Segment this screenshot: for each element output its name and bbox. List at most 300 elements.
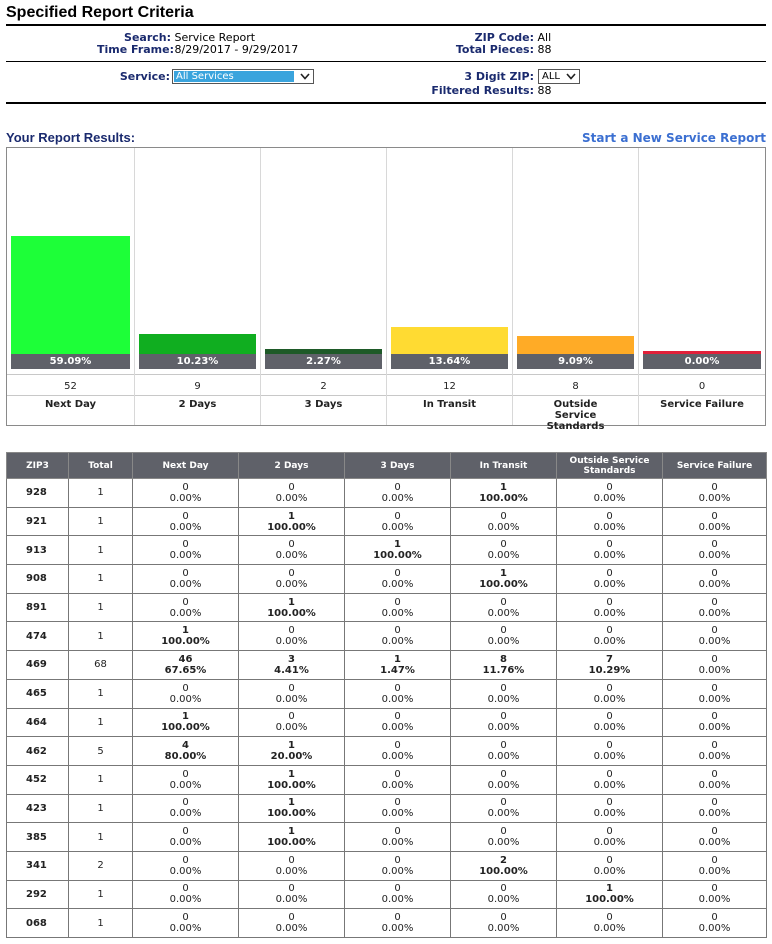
bar-count-label: 2 [320, 381, 327, 392]
cell-percent: 0.00% [169, 779, 202, 791]
chart-column [261, 148, 387, 425]
metric-cell [451, 507, 557, 536]
cell-percent: 0.00% [487, 894, 520, 906]
cell-percent: 100.00% [161, 722, 210, 734]
metric-cell [557, 679, 663, 708]
metric-cell [451, 651, 557, 680]
cell-percent: 0.00% [593, 550, 626, 562]
cell-percent: 0.00% [381, 779, 414, 791]
cell-percent: 0.00% [169, 693, 202, 705]
cell-count: 4 [182, 740, 189, 752]
cell-percent: 0.00% [381, 521, 414, 533]
cell-count: 0 [394, 883, 401, 895]
cell-count: 0 [182, 797, 189, 809]
metric-cell [663, 679, 767, 708]
metric-cell [133, 708, 239, 737]
metric-cell [239, 507, 345, 536]
metric-cell [451, 851, 557, 880]
cell-count: 0 [711, 510, 718, 522]
cell-count: 0 [394, 912, 401, 924]
metric-cell [557, 765, 663, 794]
cell-count: 0 [394, 510, 401, 522]
cell-percent: 0.00% [169, 607, 202, 619]
divider [513, 374, 638, 375]
metric-cell [345, 909, 451, 938]
cell-count: 0 [182, 768, 189, 780]
metric-cell [557, 794, 663, 823]
chart-column [7, 148, 135, 425]
chart-column [135, 148, 261, 425]
cell-percent: 0.00% [487, 521, 520, 533]
cell-percent: 0.00% [381, 923, 414, 935]
cell-count: 1 [288, 510, 295, 522]
metric-cell [133, 823, 239, 852]
cell-percent: 0.00% [698, 521, 731, 533]
page-title: Specified Report Criteria [6, 4, 766, 26]
category-label: 2 Days [178, 399, 217, 410]
table-row [7, 622, 767, 651]
metric-cell [239, 823, 345, 852]
cell-count: 0 [711, 539, 718, 551]
metric-cell [451, 565, 557, 594]
pieces-label: Total Pieces: [455, 43, 534, 56]
table-row [7, 765, 767, 794]
cell-percent: 0.00% [169, 808, 202, 820]
cell-percent: 0.00% [169, 837, 202, 849]
cell-count: 0 [606, 567, 613, 579]
metric-cell [663, 507, 767, 536]
cell-percent: 100.00% [267, 521, 316, 533]
cell-percent: 0.00% [487, 808, 520, 820]
cell-count: 1 [288, 596, 295, 608]
cell-percent: 0.00% [275, 923, 308, 935]
cell-count: 0 [394, 740, 401, 752]
cell-count: 0 [288, 539, 295, 551]
table-row [7, 909, 767, 938]
cell-percent: 80.00% [164, 751, 207, 763]
bar-value-label: 2.27% [265, 354, 382, 369]
cell-count: 8 [500, 653, 507, 665]
metric-cell [663, 565, 767, 594]
metric-cell [239, 536, 345, 565]
table-row [7, 823, 767, 852]
cell-percent: 0.00% [381, 492, 414, 504]
cell-percent: 0.00% [698, 808, 731, 820]
metric-cell [239, 593, 345, 622]
cell-percent: 0.00% [275, 492, 308, 504]
metric-cell [663, 708, 767, 737]
cell-percent: 0.00% [275, 894, 308, 906]
metric-cell [557, 708, 663, 737]
pieces-value: 88 [537, 43, 552, 56]
cell-count: 0 [394, 481, 401, 493]
metric-cell [557, 622, 663, 651]
service-select-value: All Services [174, 71, 294, 82]
metric-cell [345, 651, 451, 680]
cell-count: 46 [178, 653, 193, 665]
cell-count: 1 [500, 481, 507, 493]
cell-percent: 67.65% [164, 664, 207, 676]
cell-count: 0 [500, 682, 507, 694]
metric-cell [345, 679, 451, 708]
bar-count-label: 0 [698, 381, 706, 392]
column-header: Outside Service Standards [557, 453, 663, 479]
cell-count: 0 [500, 510, 507, 522]
cell-percent: 0.00% [593, 837, 626, 849]
cell-count: 0 [288, 567, 295, 579]
new-service-report-link[interactable]: Start a New Service Report [582, 131, 766, 145]
cell-percent: 1.47% [380, 664, 415, 676]
zip3-cell: 423 [7, 794, 69, 823]
metric-cell [557, 593, 663, 622]
metric-cell [451, 909, 557, 938]
search-label: Search: [124, 31, 171, 44]
cell-percent: 0.00% [169, 521, 202, 533]
bar-count-label: 12 [443, 381, 456, 392]
cell-percent: 0.00% [487, 693, 520, 705]
column-header: Next Day [133, 453, 239, 479]
search-value: Service Report [174, 31, 256, 44]
service-filter [110, 71, 170, 83]
cell-percent: 100.00% [479, 578, 528, 590]
metric-cell [133, 737, 239, 766]
cell-count: 0 [500, 768, 507, 780]
metric-cell [557, 507, 663, 536]
metric-cell [557, 565, 663, 594]
metric-cell [239, 909, 345, 938]
cell-count: 0 [288, 711, 295, 723]
cell-count: 0 [606, 740, 613, 752]
cell-count: 1 [288, 826, 295, 838]
metric-cell [345, 479, 451, 508]
metric-cell [239, 737, 345, 766]
table-row [7, 593, 767, 622]
metric-cell [133, 679, 239, 708]
bar-count-label: 9 [194, 381, 201, 392]
cell-count: 0 [606, 768, 613, 780]
cell-count: 0 [711, 682, 718, 694]
cell-count: 0 [711, 797, 718, 809]
cell-count: 0 [711, 481, 718, 493]
cell-percent: 0.00% [487, 550, 520, 562]
metric-cell [557, 909, 663, 938]
table-row [7, 651, 767, 680]
category-label: Next Day [44, 399, 97, 410]
total-cell: 1 [69, 880, 133, 909]
chart-bar [391, 327, 508, 354]
metric-cell [663, 765, 767, 794]
chart-column [513, 148, 639, 432]
chart-bar [517, 336, 634, 354]
cell-percent: 100.00% [373, 550, 422, 562]
category-label: 3 Days [304, 399, 343, 410]
metric-cell [663, 909, 767, 938]
zip3-cell: 913 [7, 536, 69, 565]
zip3-cell: 469 [7, 651, 69, 680]
table-row [7, 679, 767, 708]
cell-percent: 0.00% [593, 636, 626, 648]
table-row [7, 737, 767, 766]
cell-percent: 0.00% [698, 751, 731, 763]
cell-count: 0 [606, 682, 613, 694]
total-cell: 1 [69, 622, 133, 651]
zip3-cell: 385 [7, 823, 69, 852]
metric-cell [557, 651, 663, 680]
cell-count: 0 [606, 912, 613, 924]
cell-count: 3 [288, 653, 295, 665]
cell-percent: 0.00% [698, 837, 731, 849]
cell-count: 0 [394, 567, 401, 579]
cell-count: 0 [711, 625, 718, 637]
service-select[interactable] [172, 69, 314, 84]
cell-percent: 0.00% [593, 923, 626, 935]
metric-cell [345, 708, 451, 737]
cell-count: 1 [394, 539, 401, 551]
cell-percent: 100.00% [267, 837, 316, 849]
divider [135, 395, 260, 396]
cell-count: 0 [606, 797, 613, 809]
cell-count: 0 [288, 682, 295, 694]
cell-percent: 0.00% [487, 837, 520, 849]
cell-count: 0 [394, 596, 401, 608]
total-cell: 5 [69, 737, 133, 766]
cell-percent: 0.00% [698, 492, 731, 504]
column-header: ZIP3 [7, 453, 69, 479]
cell-count: 1 [500, 567, 507, 579]
divider [7, 374, 134, 375]
cell-count: 0 [182, 567, 189, 579]
zip-label: ZIP Code: [474, 31, 534, 44]
metric-cell [239, 708, 345, 737]
metric-cell [133, 536, 239, 565]
metric-cell [345, 536, 451, 565]
zip3-cell: 292 [7, 880, 69, 909]
category-label: Service Failure [660, 399, 744, 410]
zip3-cell: 465 [7, 679, 69, 708]
cell-percent: 0.00% [381, 865, 414, 877]
cell-percent: 0.00% [381, 607, 414, 619]
metric-cell [451, 737, 557, 766]
cell-count: 1 [182, 711, 189, 723]
cell-percent: 0.00% [593, 521, 626, 533]
cell-percent: 11.76% [482, 664, 525, 676]
cell-count: 0 [711, 711, 718, 723]
cell-count: 0 [182, 826, 189, 838]
zip3-cell: 464 [7, 708, 69, 737]
metric-cell [663, 880, 767, 909]
cell-count: 1 [606, 883, 613, 895]
table-row [7, 708, 767, 737]
cell-count: 1 [394, 653, 401, 665]
metric-cell [451, 708, 557, 737]
divider [639, 395, 765, 396]
metric-cell [663, 536, 767, 565]
metric-cell [451, 679, 557, 708]
cell-count: 0 [606, 481, 613, 493]
metric-cell [133, 622, 239, 651]
cell-percent: 0.00% [487, 722, 520, 734]
column-header: 2 Days [239, 453, 345, 479]
cell-percent: 0.00% [381, 636, 414, 648]
metric-cell [663, 794, 767, 823]
metric-cell [557, 479, 663, 508]
cell-percent: 0.00% [487, 751, 520, 763]
cell-percent: 0.00% [698, 664, 731, 676]
cell-percent: 0.00% [275, 636, 308, 648]
divider [261, 395, 386, 396]
cell-percent: 100.00% [479, 492, 528, 504]
bar-value-label: 9.09% [517, 354, 634, 369]
cell-count: 0 [288, 481, 295, 493]
cell-percent: 0.00% [275, 722, 308, 734]
metric-cell [451, 765, 557, 794]
bar-value-label: 10.23% [139, 354, 256, 369]
cell-count: 0 [500, 826, 507, 838]
cell-count: 0 [394, 711, 401, 723]
cell-percent: 0.00% [381, 808, 414, 820]
cell-count: 0 [606, 596, 613, 608]
cell-count: 0 [394, 625, 401, 637]
cell-count: 0 [500, 596, 507, 608]
cell-count: 0 [711, 854, 718, 866]
cell-percent: 0.00% [698, 865, 731, 877]
cell-percent: 0.00% [698, 636, 731, 648]
category-label: In Transit [422, 399, 476, 410]
metric-cell [345, 880, 451, 909]
column-header: Service Failure [663, 453, 767, 479]
cell-percent: 0.00% [381, 578, 414, 590]
results-title: Your Report Results: [6, 130, 136, 145]
cell-count: 0 [606, 625, 613, 637]
timeframe-label: Time Frame: [97, 43, 175, 56]
zip3-cell: 474 [7, 622, 69, 651]
divider [387, 374, 512, 375]
cell-percent: 0.00% [698, 550, 731, 562]
table-row [7, 565, 767, 594]
cell-count: 0 [500, 883, 507, 895]
criteria-divider [6, 61, 766, 62]
cell-count: 0 [711, 826, 718, 838]
filtered-label: Filtered Results: [431, 84, 534, 97]
total-cell: 1 [69, 479, 133, 508]
table-row [7, 507, 767, 536]
cell-count: 0 [394, 768, 401, 780]
cell-percent: 0.00% [275, 693, 308, 705]
cell-count: 0 [394, 826, 401, 838]
cell-percent: 0.00% [698, 923, 731, 935]
metric-cell [557, 536, 663, 565]
cell-percent: 0.00% [381, 894, 414, 906]
metric-cell [133, 880, 239, 909]
cell-percent: 0.00% [381, 722, 414, 734]
table-header-row [7, 453, 767, 479]
metric-cell [451, 823, 557, 852]
total-cell: 1 [69, 593, 133, 622]
cell-count: 0 [711, 567, 718, 579]
cell-percent: 0.00% [381, 693, 414, 705]
divider [261, 374, 386, 375]
metric-cell [451, 593, 557, 622]
cell-count: 0 [500, 740, 507, 752]
metric-cell [239, 679, 345, 708]
divider [639, 374, 765, 375]
cell-count: 0 [182, 854, 189, 866]
metric-cell [345, 737, 451, 766]
metric-cell [133, 851, 239, 880]
metric-cell [557, 823, 663, 852]
metric-cell [133, 507, 239, 536]
service-label: Service: [119, 70, 170, 83]
cell-count: 0 [711, 596, 718, 608]
cell-percent: 0.00% [698, 578, 731, 590]
metric-cell [239, 651, 345, 680]
table-row [7, 479, 767, 508]
cell-percent: 0.00% [593, 722, 626, 734]
zip3-select[interactable] [538, 69, 580, 84]
cell-percent: 0.00% [169, 894, 202, 906]
cell-count: 0 [288, 625, 295, 637]
cell-percent: 100.00% [267, 808, 316, 820]
metric-cell [451, 794, 557, 823]
filtered-criterion [420, 85, 552, 97]
bar-count-label: 8 [572, 381, 579, 392]
chart-bar [139, 334, 256, 354]
metric-cell [133, 479, 239, 508]
metric-cell [663, 593, 767, 622]
cell-count: 1 [288, 768, 295, 780]
cell-count: 0 [182, 883, 189, 895]
metric-cell [345, 823, 451, 852]
cell-percent: 0.00% [593, 492, 626, 504]
cell-percent: 100.00% [585, 894, 634, 906]
metric-cell [557, 880, 663, 909]
cell-percent: 4.41% [274, 664, 309, 676]
service-bar-chart [6, 147, 766, 432]
cell-percent: 0.00% [487, 923, 520, 935]
cell-percent: 0.00% [698, 693, 731, 705]
cell-percent: 0.00% [275, 865, 308, 877]
chevron-down-icon [564, 70, 578, 83]
total-cell: 1 [69, 679, 133, 708]
cell-count: 0 [711, 912, 718, 924]
total-cell: 1 [69, 794, 133, 823]
zip3-cell: 462 [7, 737, 69, 766]
cell-percent: 0.00% [381, 837, 414, 849]
cell-count: 1 [182, 625, 189, 637]
cell-count: 0 [500, 912, 507, 924]
metric-cell [345, 593, 451, 622]
metric-cell [345, 507, 451, 536]
total-cell: 68 [69, 651, 133, 680]
cell-count: 0 [394, 797, 401, 809]
metric-cell [239, 851, 345, 880]
bar-value-label: 13.64% [391, 354, 508, 369]
cell-count: 0 [182, 510, 189, 522]
cell-count: 0 [182, 682, 189, 694]
cell-count: 0 [500, 625, 507, 637]
filters-divider [6, 102, 766, 104]
zip3-filter [450, 71, 534, 83]
timeframe-criterion [97, 44, 298, 56]
metric-cell [345, 794, 451, 823]
column-header: Total [69, 453, 133, 479]
metric-cell [345, 765, 451, 794]
metric-cell [345, 565, 451, 594]
cell-count: 2 [500, 854, 507, 866]
chart-column [387, 148, 513, 425]
metric-cell [133, 565, 239, 594]
metric-cell [239, 880, 345, 909]
